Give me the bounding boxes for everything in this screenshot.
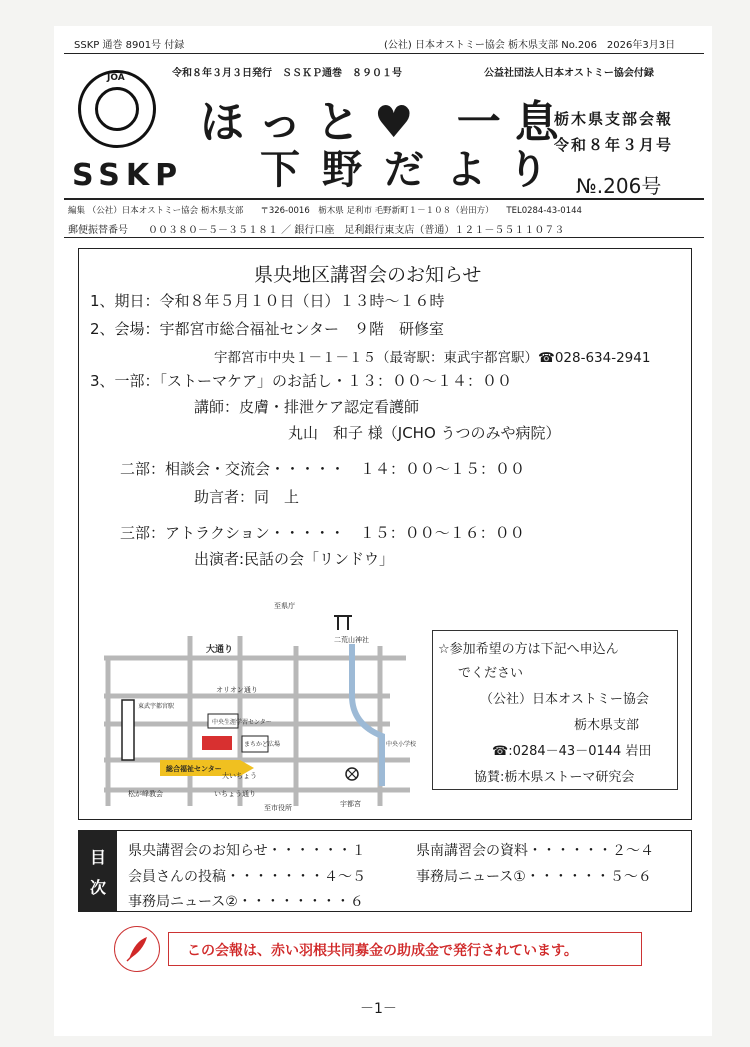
funding-banner [168,932,642,966]
notice-part3-performer: 出演者:民話の会「リンドウ」 [194,550,395,568]
notice-part3: 三部：アトラクション・・・・・ １５：００～１６：００ [120,524,525,542]
toc-item-2[interactable]: 県南講習会の資料・・・・・・２～４ [416,843,654,859]
notice-heading: 県央地区講習会のお知らせ [254,264,482,286]
toc-item-3[interactable]: 会員さんの投稿・・・・・・・４～５ [128,869,366,885]
toc-item-4[interactable]: 事務局ニュース①・・・・・・５～６ [416,869,652,885]
side-chapter-report: 栃木県支部会報 [554,110,674,128]
postal-line: 郵便振替番号 ００３８０－５－３５１８１ ／ 銀行口座 足利銀行東支店（普通）１２１－５５１１０７３ [68,225,565,236]
map-label-kencho: 至県庁 [274,602,295,610]
notice-lecturer-name: 丸山 和子 様（JCHO うつのみや病院） [288,424,561,442]
apply-line2: でください [458,666,524,681]
issue-line: 令和８年３月３日発行 ＳＳＫＰ通巻 ８９０１号 [172,68,402,79]
toc-item-5[interactable]: 事務局ニュース②・・・・・・・・６ [128,894,364,910]
map-label-icho: いちょう通り [214,790,256,798]
joa-logo [78,70,156,148]
map-label-school: 中央小学校 [386,741,417,748]
toc-label-1: 目 [90,848,107,867]
map-label-center: 中央生涯学習センター [212,719,272,726]
map-label-shiyakusho: 至市役所 [264,804,292,812]
brand-sskp: SSKP [72,158,184,193]
title-hotto-hitoiki: ほっと♥ 一息 [200,97,573,148]
map-label-utsunomiya: 宇都宮 [340,800,361,808]
red-feather-icon [115,927,159,971]
header-rule-thick [64,198,704,200]
toc-label-2: 次 [90,878,107,897]
header-top-left: SSKP 通巻 8901号 付録 [74,40,185,51]
notice-part1: 3、一部：「ストーマケア」のお話し・１３：００～１４：００ [90,372,513,390]
logo-inner-ring [95,87,139,131]
map-label-matsugamine: 松が峰教会 [128,790,163,798]
toc-label [79,831,117,911]
notice-part2-advisor: 助言者：同 上 [194,488,300,506]
publisher-line: 公益社団法人日本オストミー協会付録 [484,68,654,79]
title-shimotsuke-dayori: 下野だより [260,146,570,193]
notice-venue: 2、会場：宇都宮市総合福祉センター ９階 研修室 [90,320,444,338]
side-month: 令和８年３月号 [554,136,674,154]
apply-line4: 栃木県支部 [574,718,640,733]
notice-venue-address: 宇都宮市中央１－１－１５（最寄駅：東武宇都宮駅）☎028-634-2941 [214,350,651,366]
logo-text: JOA [107,73,125,83]
red-feather-logo [114,926,160,972]
issue-number: №.206号 [576,174,662,198]
header-top-right: (公社) 日本オストミー協会 栃木県支部 No.206 2026年3月3日 [384,40,676,51]
map-label-orion: オリオン通り [216,686,258,694]
venue-map [90,596,418,814]
notice-lecturer: 講師：皮膚・排泄ケア認定看護師 [194,398,420,416]
notice-date: 1、期日：令和８年５月１０日（日）１３時～１６時 [90,292,445,310]
map-label-oicho: 大いちょう [222,772,257,780]
header-rule [64,53,704,54]
apply-line6: 協賛:栃木県ストーマ研究会 [474,770,635,785]
editor-line: 編集 （公社）日本オストミー協会 栃木県支部 〒326-0016 栃木県 足利市 毛野新町１－１０８（岩田方） TEL0284-43-0144 [68,206,582,216]
header-rule-bottom [64,237,704,238]
apply-line5: ☎:0284－43－0144 岩田 [492,744,652,759]
page-number: －1－ [360,1001,397,1017]
map-label-fukushi: 総合福祉センター [166,765,222,773]
apply-line1: ☆参加希望の方は下記へ申込ん [438,642,619,657]
map-label-shrine: 二荒山神社 [334,636,369,644]
toc-item-1[interactable]: 県央講習会のお知らせ・・・・・・１ [128,843,366,859]
apply-line3: （公社）日本オストミー協会 [480,692,649,707]
map-label-odori: 大通り [206,645,234,655]
newsletter-page [54,26,712,1036]
map-label-machikado: まちかど広場 [244,741,281,748]
notice-part2: 二部：相談会・交流会・・・・・ １４：００～１５：００ [120,460,526,478]
funding-banner-text: この会報は、赤い羽根共同募金の助成金で発行されています。 [187,943,578,959]
map-label-tobu: 東武宇都宮駅 [138,703,175,710]
